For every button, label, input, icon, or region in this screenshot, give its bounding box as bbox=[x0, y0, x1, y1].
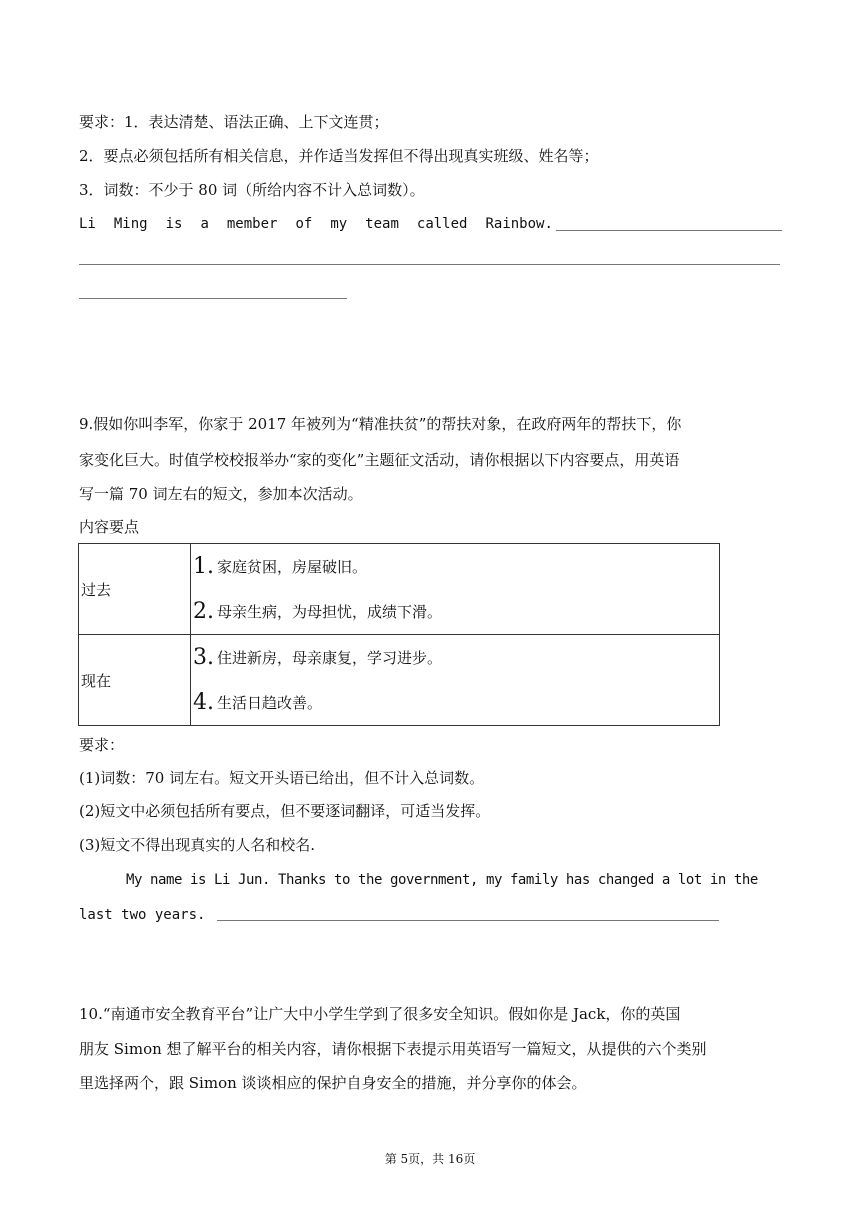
q9-requirement-3: (3)短文不得出现真实的人名和校名. bbox=[79, 836, 316, 854]
q9-requirement-1: (1)词数：70 词左右。短文开头语已给出，但不计入总词数。 bbox=[79, 769, 485, 787]
now-label: 现在 bbox=[79, 635, 191, 726]
past-points bbox=[191, 544, 720, 635]
point-number: 1. bbox=[193, 554, 214, 579]
point-text: 母亲生病，为母担忧，成绩下滑。 bbox=[217, 603, 443, 621]
word: of bbox=[295, 216, 313, 232]
list-item bbox=[191, 680, 719, 725]
q8-requirement-3: 3．词数：不少于 80 词（所给内容不计入总词数）。 bbox=[79, 181, 425, 199]
table-row bbox=[79, 635, 720, 726]
point-number: 4. bbox=[193, 690, 214, 715]
answer-line[interactable] bbox=[79, 298, 347, 299]
q8-requirement-1: 要求：1．表达清楚、语法正确、上下文连贯； bbox=[79, 113, 389, 131]
q9-requirement-2: (2)短文中必须包括所有要点，但不要逐词翻译，可适当发挥。 bbox=[79, 802, 491, 820]
answer-line[interactable] bbox=[556, 230, 782, 231]
answer-line[interactable] bbox=[79, 264, 780, 265]
word: is bbox=[165, 216, 183, 232]
q9-start-line-1: My name is Li Jun. Thanks to the government, my family has changed a lot in the bbox=[126, 872, 758, 888]
q9-prompt-line-2: 家变化巨大。时值学校校报举办“家的变化”主题征文活动，请你根据以下内容要点，用英语 bbox=[79, 451, 680, 469]
point-text: 家庭贫困，房屋破旧。 bbox=[217, 558, 368, 576]
table-row bbox=[79, 544, 720, 635]
word: member bbox=[226, 216, 278, 232]
q8-start-sentence bbox=[79, 214, 553, 234]
q10-prompt-line-2: 朋友 Simon 想了解平台的相关内容，请你根据下表提示用英语写一篇短文，从提供的六个类别 bbox=[79, 1040, 707, 1058]
point-number: 2. bbox=[193, 599, 214, 624]
word: Ming bbox=[113, 216, 148, 232]
q9-requirements-title: 要求： bbox=[79, 736, 125, 754]
word: my bbox=[330, 216, 348, 232]
list-item bbox=[191, 589, 719, 634]
point-number: 3. bbox=[193, 645, 214, 670]
q9-points-title: 内容要点 bbox=[79, 518, 140, 536]
content-points-table bbox=[78, 543, 720, 726]
list-item bbox=[191, 635, 719, 680]
past-label: 过去 bbox=[79, 544, 191, 635]
q8-requirement-2: 2．要点必须包括所有相关信息，并作适当发挥但不得出现真实班级、姓名等； bbox=[79, 147, 599, 165]
point-text: 生活日趋改善。 bbox=[217, 694, 323, 712]
q10-prompt-line-1: 10.“南通市安全教育平台”让广大中小学生学到了很多安全知识。假如你是 Jack，你的英国 bbox=[79, 1005, 681, 1023]
page-number: 第 5页，共 16页 bbox=[384, 1152, 476, 1166]
answer-line[interactable] bbox=[217, 920, 719, 921]
q9-start-line-2: last two years. bbox=[79, 907, 206, 923]
word: called bbox=[416, 216, 468, 232]
word: a bbox=[200, 216, 209, 232]
now-points bbox=[191, 635, 720, 726]
q10-prompt-line-3: 里选择两个，跟 Simon 谈谈相应的保护自身安全的措施，并分享你的体会。 bbox=[79, 1074, 587, 1092]
word: team bbox=[365, 216, 399, 232]
word: Rainbow. bbox=[485, 216, 553, 232]
list-item bbox=[191, 544, 719, 589]
q9-prompt-line-1: 9.假如你叫李军，你家于 2017 年被列为“精准扶贫”的帮扶对象，在政府两年的帮扶下，你 bbox=[79, 415, 682, 433]
q9-prompt-line-3: 写一篇 70 词左右的短文，参加本次活动。 bbox=[79, 485, 363, 503]
point-text: 住进新房，母亲康复，学习进步。 bbox=[217, 649, 443, 667]
word: Li bbox=[79, 216, 96, 232]
